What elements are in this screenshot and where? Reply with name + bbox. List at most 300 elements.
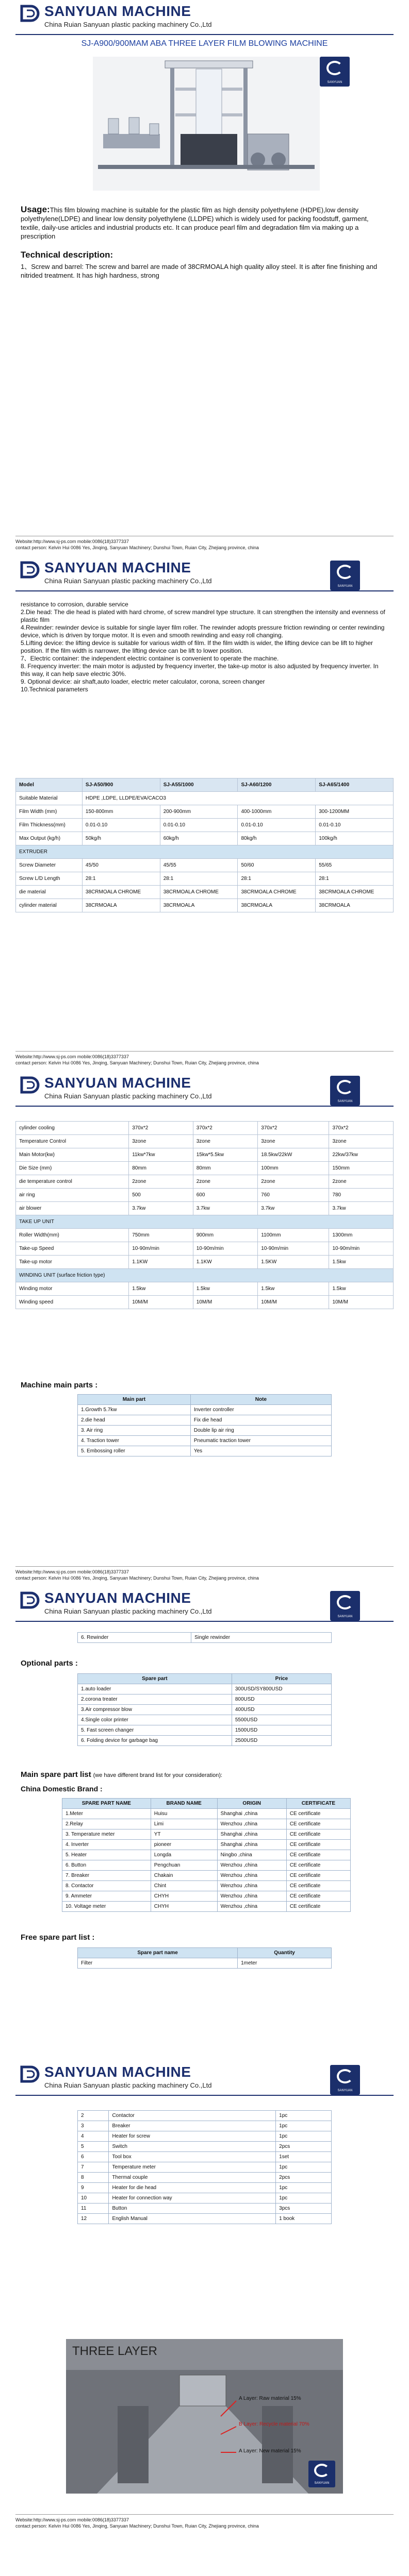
table-row: [16, 1162, 394, 1175]
table-cell: Heater for die head: [109, 2183, 276, 2193]
table-cell: 3.7kw: [258, 1202, 329, 1215]
table-cell: CE certificate: [286, 1881, 350, 1891]
table-cell: 6: [78, 2152, 109, 2162]
table-header-cell: BRAND NAME: [151, 1799, 217, 1809]
table-row: [62, 1871, 351, 1881]
table-cell: 800USD: [232, 1694, 331, 1705]
table-row: [62, 1819, 351, 1829]
table-cell: air ring: [16, 1189, 129, 1202]
company-subtitle: China Ruian Sanyuan plastic packing machinery Co.,Ltd: [44, 1092, 212, 1100]
company-name: SANYUAN MACHINE: [44, 1590, 191, 1606]
tech-item-4: 4.Rewinder: rewinder device is suitable for single layer film roller. The rewinder adopts pressure friction rewinding or center rewinding device, which is driven by torque motor. It is even and smooth rewinding and easy roll changing.: [21, 624, 385, 639]
table-row: [78, 1426, 332, 1436]
parameter-table-2: [15, 1121, 394, 1309]
table-cell: 200-900mm: [160, 805, 238, 819]
table-cell: 38CRMOALA CHROME: [160, 886, 238, 899]
table-cell: 3zone: [193, 1135, 258, 1148]
main-parts-heading: Machine main parts :: [21, 1381, 98, 1389]
table-cell: 1.1KW: [193, 1256, 258, 1269]
table-cell: Temperature meter: [109, 2162, 276, 2173]
table-cell: 7. Breaker: [62, 1871, 151, 1881]
tech-item-1: 1、Screw and barrel: The screw and barrel are made of 38CRMOALA high quality alloy steel. It is after fine finishing and nitrided treatment. It has high hardness, strong: [21, 263, 378, 279]
table-cell: 760: [258, 1189, 329, 1202]
table-cell: 38CRMOALA: [238, 899, 316, 912]
table-cell: 5500USD: [232, 1715, 331, 1725]
layer-label-a-bottom: A Layer: New material 15%: [239, 2448, 301, 2454]
table-cell: 5. Fast screen changer: [78, 1725, 232, 1736]
table-cell: 1.5kw: [129, 1282, 193, 1296]
table-row: [78, 2142, 332, 2152]
company-header: [15, 0, 394, 36]
table-cell: Screw Diameter: [16, 859, 83, 872]
company-name: SANYUAN MACHINE: [44, 560, 191, 575]
table-cell: 4.Single color printer: [78, 1715, 232, 1725]
footer-website: Website:http://www.sj-ps.com mobile:0086(18)3377337: [15, 2517, 129, 2522]
table-cell: CHYH: [151, 1902, 217, 1912]
table-cell: 8: [78, 2173, 109, 2183]
table-row: [78, 2193, 332, 2204]
company-subtitle: China Ruian Sanyuan plastic packing machinery Co.,Ltd: [44, 577, 212, 585]
table-cell: CE certificate: [286, 1871, 350, 1881]
table-header-row: [78, 1674, 332, 1684]
table-cell: 18.5kw/22kW: [258, 1148, 329, 1162]
table-cell: Wenzhou ,china: [217, 1871, 286, 1881]
table-cell: 50/60: [238, 859, 316, 872]
page-3: [0, 1072, 409, 1587]
table-cell: 11kw*7kw: [129, 1148, 193, 1162]
table-cell: Film Thickness(mm): [16, 819, 83, 832]
table-cell: 28:1: [316, 872, 394, 886]
table-cell: 1.1KW: [129, 1256, 193, 1269]
table-cell: 2: [78, 2111, 109, 2121]
table-row: [78, 1684, 332, 1694]
table-cell: 4. Traction tower: [78, 1436, 191, 1446]
table-header-cell: Price: [232, 1674, 331, 1684]
table-cell: 3pcs: [276, 2204, 332, 2214]
table-cell: 9. Ammeter: [62, 1891, 151, 1902]
table-cell: 38CRMOALA CHROME: [82, 886, 160, 899]
table-row: [16, 819, 394, 832]
company-logo-icon: [20, 1076, 40, 1094]
page-footer: [15, 1051, 394, 1066]
table-row: [78, 1633, 332, 1643]
table-row: [16, 1122, 394, 1135]
table-cell: 750mm: [129, 1229, 193, 1242]
table-cell: Heater for connection way: [109, 2193, 276, 2204]
table-row: [78, 2173, 332, 2183]
table-cell: CE certificate: [286, 1829, 350, 1840]
table-cell: Shanghai ,china: [217, 1829, 286, 1840]
table-row: [78, 1705, 332, 1715]
table-cell: 400USD: [232, 1705, 331, 1715]
table-cell: 600: [193, 1189, 258, 1202]
table-cell: 2zone: [329, 1175, 394, 1189]
page-footer: [15, 1566, 394, 1581]
table-header-cell: SJ-A60/1200: [238, 778, 316, 792]
table-cell: 1.auto loader: [78, 1684, 232, 1694]
table-cell: Wenzhou ,china: [217, 1902, 286, 1912]
table-cell: 370x*2: [193, 1122, 258, 1135]
table-cell: 10: [78, 2193, 109, 2204]
tech-item-1b: resistance to corrosion, durable service: [21, 601, 128, 608]
table-row: [78, 2111, 332, 2121]
brands-heading: Main spare part list: [21, 1770, 91, 1779]
table-cell: 1.5kw: [193, 1282, 258, 1296]
table-cell: 3.Air compressor blow: [78, 1705, 232, 1715]
table-row: [16, 872, 394, 886]
table-cell: CE certificate: [286, 1809, 350, 1819]
table-cell: Max Output (kg/h): [16, 832, 83, 845]
table-cell: 0.01-0.10: [82, 819, 160, 832]
table-header-row: [78, 1395, 332, 1405]
table-cell: Wenzhou ,china: [217, 1891, 286, 1902]
table-header-cell: Spare part name: [78, 1948, 238, 1958]
tech-item-5: 5.Lifting device: the lifting device is suitable for various width of film. If the film width is wider, the lifting device can be lift to higher position. If the film width is narrower, the lifting device can be lift to lower position.: [21, 639, 373, 654]
table-cell: Shanghai ,china: [217, 1809, 286, 1819]
qr-logo-badge: SANYUAN: [330, 1076, 360, 1106]
three-layer-illustration: [66, 2339, 343, 2494]
table-row: [62, 1809, 351, 1819]
table-row: [78, 1958, 332, 1969]
table-cell: 0.01-0.10: [238, 819, 316, 832]
table-cell: 15kw*5.5kw: [193, 1148, 258, 1162]
table-cell: 0.01-0.10: [316, 819, 394, 832]
table-cell: Chint: [151, 1881, 217, 1891]
table-cell: Ningbo ,china: [217, 1850, 286, 1860]
table-cell: CE certificate: [286, 1860, 350, 1871]
table-cell: Limi: [151, 1819, 217, 1829]
table-cell: 4. Inverter: [62, 1840, 151, 1850]
table-cell: Thermal couple: [109, 2173, 276, 2183]
table-row: [78, 1715, 332, 1725]
table-cell: 12: [78, 2214, 109, 2224]
table-cell: Yes: [190, 1446, 331, 1456]
table-cell: Heater for screw: [109, 2131, 276, 2142]
table-cell: 1pc: [276, 2121, 332, 2131]
table-cell: cylinder material: [16, 899, 83, 912]
table-cell: 150mm: [329, 1162, 394, 1175]
table-cell: 3.7kw: [193, 1202, 258, 1215]
table-row: [16, 1189, 394, 1202]
table-cell: 2.Relay: [62, 1819, 151, 1829]
company-logo-icon: [20, 2065, 40, 2083]
qr-logo-badge: SANYUAN: [320, 57, 350, 87]
table-cell: 28:1: [160, 872, 238, 886]
table-section-label: EXTRUDER: [16, 845, 394, 859]
table-cell: 900mm: [193, 1229, 258, 1242]
table-cell: Winding motor: [16, 1282, 129, 1296]
table-cell: 60kg/h: [160, 832, 238, 845]
tech-item-2: 2.Die head: The die head is plated with hard chrome, of screw mandrel type structure. It can strengthen the intensity and evenness of plastic film: [21, 608, 385, 623]
page-2: [0, 556, 409, 1072]
usage-heading: Usage:: [21, 205, 50, 214]
company-name: SANYUAN MACHINE: [44, 1075, 191, 1091]
table-row: [62, 1891, 351, 1902]
qr-logo-badge: SANYUAN: [330, 1591, 360, 1621]
table-cell: 45/50: [82, 859, 160, 872]
table-row: [16, 792, 394, 805]
optional-table: [77, 1673, 332, 1746]
table-row: [16, 805, 394, 819]
table-cell: 5: [78, 2142, 109, 2152]
main-parts-table: [77, 1394, 332, 1456]
table-section-row: [16, 1215, 394, 1229]
table-row: [78, 1725, 332, 1736]
table-cell: 2500USD: [232, 1736, 331, 1746]
table-cell: Take-up Speed: [16, 1242, 129, 1256]
table-cell: 38CRMOALA: [82, 899, 160, 912]
table-header-cell: Main part: [78, 1395, 191, 1405]
table-cell: cylinder cooling: [16, 1122, 129, 1135]
table-header-cell: Quantity: [238, 1948, 332, 1958]
table-header-cell: CERTIFICATE: [286, 1799, 350, 1809]
table-cell: CE certificate: [286, 1819, 350, 1829]
table-cell: 1set: [276, 2152, 332, 2162]
table-cell: 0.01-0.10: [160, 819, 238, 832]
table-row: [62, 1829, 351, 1840]
table-cell: 1300mm: [329, 1229, 394, 1242]
qr-logo-badge: SANYUAN: [330, 2065, 360, 2095]
table-row: [78, 1415, 332, 1426]
table-cell: 150-800mm: [82, 805, 160, 819]
table-cell: 1.5kw: [258, 1282, 329, 1296]
table-header-cell: Note: [190, 1395, 331, 1405]
tech-section: [21, 250, 388, 280]
table-header-cell: SJ-A55/1000: [160, 778, 238, 792]
table-cell: Shanghai ,china: [217, 1840, 286, 1850]
table-row: [62, 1860, 351, 1871]
brands-table: [62, 1798, 351, 1912]
table-cell: 10M/M: [193, 1296, 258, 1309]
table-cell: 300-1200MM: [316, 805, 394, 819]
optional-heading: Optional parts :: [21, 1659, 78, 1668]
table-row: [78, 1436, 332, 1446]
table-row: [62, 1850, 351, 1860]
table-cell: 3. Temperature meter: [62, 1829, 151, 1840]
table-row: [78, 2131, 332, 2142]
table-cell: Wenzhou ,china: [217, 1860, 286, 1871]
header-divider: [15, 1621, 394, 1622]
table-cell: HDPE ,LDPE, LLDPE/EVA/CACO3: [82, 792, 393, 805]
table-cell: 55/65: [316, 859, 394, 872]
header-divider: [15, 2095, 394, 2096]
table-cell: 1100mm: [258, 1229, 329, 1242]
table-cell: 1500USD: [232, 1725, 331, 1736]
table-cell: 1pc: [276, 2131, 332, 2142]
table-cell: 38CRMOALA: [316, 899, 394, 912]
tech-item-9: 9. Optional device: air shaft,auto loader, electric meter calculator, corona, screen changer: [21, 678, 265, 685]
table-header-cell: Model: [16, 778, 83, 792]
table-row: [16, 1296, 394, 1309]
page-1: [0, 0, 409, 556]
company-logo-icon: [20, 1591, 40, 1609]
three-layer-title: THREE LAYER: [72, 2344, 157, 2358]
table-header-cell: ORIGIN: [217, 1799, 286, 1809]
table-cell: Wenzhou ,china: [217, 1881, 286, 1891]
table-cell: 6. Folding device for garbage bag: [78, 1736, 232, 1746]
table-cell: Single rewinder: [191, 1633, 332, 1643]
usage-text: This film blowing machine is suitable for the plastic film as high density polyethylene (HDPE),low density polyethylene(LDPE) and linear low density polyethylene (LLDPE) which is widely used for packing foodstuff, garment, textile, daily-use articles and industrial products etc. It can produce pearl film and degradation film via making up a prescription: [21, 206, 369, 240]
table-cell: 370x*2: [258, 1122, 329, 1135]
table-cell: air blower: [16, 1202, 129, 1215]
footer-website: Website:http://www.sj-ps.com mobile:0086(18)3377337: [15, 1569, 129, 1574]
table-cell: Temperature Control: [16, 1135, 129, 1148]
table-cell: Breaker: [109, 2121, 276, 2131]
footer-website: Website:http://www.sj-ps.com mobile:0086(18)3377337: [15, 539, 129, 544]
machine-illustration: [93, 57, 320, 191]
table-cell: 1.Meter: [62, 1809, 151, 1819]
table-cell: 80kg/h: [238, 832, 316, 845]
table-cell: 2zone: [258, 1175, 329, 1189]
table-cell: 2zone: [193, 1175, 258, 1189]
table-section-label: TAKE UP UNIT: [16, 1215, 394, 1229]
table-cell: 28:1: [82, 872, 160, 886]
table-row: [78, 1736, 332, 1746]
table-cell: CHYH: [151, 1891, 217, 1902]
free-parts-table: [77, 1947, 332, 1969]
table-cell: English Manual: [109, 2214, 276, 2224]
table-cell: 38CRMOALA CHROME: [238, 886, 316, 899]
table-cell: Winding speed: [16, 1296, 129, 1309]
table-cell: CE certificate: [286, 1850, 350, 1860]
table-cell: 1 book: [276, 2214, 332, 2224]
table-cell: 4: [78, 2131, 109, 2142]
table-cell: 3zone: [329, 1135, 394, 1148]
table-cell: die temperature control: [16, 1175, 129, 1189]
table-section-row: [16, 845, 394, 859]
table-cell: 5. Heater: [62, 1850, 151, 1860]
table-cell: 38CRMOALA CHROME: [316, 886, 394, 899]
table-cell: pioneer: [151, 1840, 217, 1850]
table-row: [16, 1135, 394, 1148]
table-header-cell: SJ-A65/1400: [316, 778, 394, 792]
table-cell: Pengchuan: [151, 1860, 217, 1871]
table-row: [78, 1446, 332, 1456]
table-row: [16, 1202, 394, 1215]
table-cell: 1pc: [276, 2162, 332, 2173]
table-cell: Pneumatic traction tower: [190, 1436, 331, 1446]
header-divider: [15, 590, 394, 591]
table-cell: Chakain: [151, 1871, 217, 1881]
table-cell: CE certificate: [286, 1891, 350, 1902]
table-cell: 2.die head: [78, 1415, 191, 1426]
table-cell: Film Width (mm): [16, 805, 83, 819]
table-cell: 3.7kw: [129, 1202, 193, 1215]
table-cell: 3: [78, 2121, 109, 2131]
table-cell: 10-90m/min: [129, 1242, 193, 1256]
table-cell: 38CRMOALA: [160, 899, 238, 912]
table-cell: Main Motor(kw): [16, 1148, 129, 1162]
footer-contact: contact person: Kelvin Hui 0086 Yes, Jinqing, Sanyuan Machinery; Dunshui Town, Ruian City, Zhejiang province, china: [15, 1575, 259, 1581]
table-cell: Button: [109, 2204, 276, 2214]
table-row: [78, 1694, 332, 1705]
table-row: [78, 2183, 332, 2193]
brands-heading-line: [21, 1770, 222, 1779]
table-cell: Take-up motor: [16, 1256, 129, 1269]
main-parts-table-cont: [77, 1632, 332, 1643]
table-cell: 780: [329, 1189, 394, 1202]
table-cell: 22kw/37kw: [329, 1148, 394, 1162]
table-cell: 500: [129, 1189, 193, 1202]
table-row: [62, 1881, 351, 1891]
table-cell: 80mm: [129, 1162, 193, 1175]
footer-contact: contact person: Kelvin Hui 0086 Yes, Jinqing, Sanyuan Machinery; Dunshui Town, Ruian City, Zhejiang province, china: [15, 1060, 259, 1065]
table-cell: 1.5KW: [258, 1256, 329, 1269]
free-parts-heading: Free spare part list :: [21, 1933, 95, 1942]
table-cell: 28:1: [238, 872, 316, 886]
company-name: SANYUAN MACHINE: [44, 3, 191, 19]
table-cell: 3zone: [258, 1135, 329, 1148]
table-row: [62, 1902, 351, 1912]
table-cell: 100mm: [258, 1162, 329, 1175]
table-cell: 100kg/h: [316, 832, 394, 845]
tech-item-8: 8. Frequency inverter: the main motor is adjusted by frequency inverter, the take-up motor is also adjusted by frequency inverter. In this way, it can help save electric 30%.: [21, 663, 379, 677]
table-row: [78, 2214, 332, 2224]
table-cell: 45/55: [160, 859, 238, 872]
free-parts-table-cont: [77, 2110, 332, 2224]
table-row: [16, 1175, 394, 1189]
page-5: [0, 2061, 409, 2576]
company-logo-icon: [20, 561, 40, 579]
company-subtitle: China Ruian Sanyuan plastic packing machinery Co.,Ltd: [44, 1607, 212, 1615]
table-cell: 7: [78, 2162, 109, 2173]
table-cell: 11: [78, 2204, 109, 2214]
table-cell: 10M/M: [129, 1296, 193, 1309]
table-row: [16, 1256, 394, 1269]
tech-item-10: 10.Technical parameters: [21, 686, 88, 693]
table-cell: 50kg/h: [82, 832, 160, 845]
table-cell: 370x*2: [129, 1122, 193, 1135]
table-cell: Double lip air ring: [190, 1426, 331, 1436]
table-cell: Die Size (mm): [16, 1162, 129, 1175]
table-cell: 10-90m/min: [329, 1242, 394, 1256]
table-cell: Switch: [109, 2142, 276, 2152]
table-cell: 10-90m/min: [258, 1242, 329, 1256]
table-cell: Filter: [78, 1958, 238, 1969]
table-cell: CE certificate: [286, 1840, 350, 1850]
footer-contact: contact person: Kelvin Hui 0086 Yes, Jinqing, Sanyuan Machinery; Dunshui Town, Ruian City, Zhejiang province, china: [15, 545, 259, 550]
table-cell: 2pcs: [276, 2173, 332, 2183]
table-header-cell: SJ-A50/900: [82, 778, 160, 792]
header-divider: [15, 34, 394, 35]
company-logo-icon: [20, 4, 40, 23]
table-cell: Tool box: [109, 2152, 276, 2162]
table-cell: 10M/M: [329, 1296, 394, 1309]
table-row: [16, 899, 394, 912]
table-row: [78, 1405, 332, 1415]
table-cell: die material: [16, 886, 83, 899]
table-cell: Huisu: [151, 1809, 217, 1819]
table-cell: 10-90m/min: [193, 1242, 258, 1256]
page-title: SJ-A900/900MAM ABA THREE LAYER FILM BLOWING MACHINE: [81, 39, 328, 48]
table-header-row: [78, 1948, 332, 1958]
table-cell: 1meter: [238, 1958, 332, 1969]
brands-note: (we have different brand list for your consideration):: [93, 1772, 223, 1778]
machine-photo: [93, 57, 320, 191]
table-cell: Fix die head: [190, 1415, 331, 1426]
table-cell: 3. Air ring: [78, 1426, 191, 1436]
table-cell: 9: [78, 2183, 109, 2193]
brands-subheading: China Domestic Brand :: [21, 1785, 103, 1793]
table-header-row: [62, 1799, 351, 1809]
company-subtitle: China Ruian Sanyuan plastic packing machinery Co.,Ltd: [44, 2081, 212, 2089]
table-cell: 1.Growth 5.7kw: [78, 1405, 191, 1415]
table-cell: 3zone: [129, 1135, 193, 1148]
table-cell: 2.corona treater: [78, 1694, 232, 1705]
table-cell: Wenzhou ,china: [217, 1819, 286, 1829]
table-row: [62, 1840, 351, 1850]
tech-continued: [21, 601, 388, 693]
